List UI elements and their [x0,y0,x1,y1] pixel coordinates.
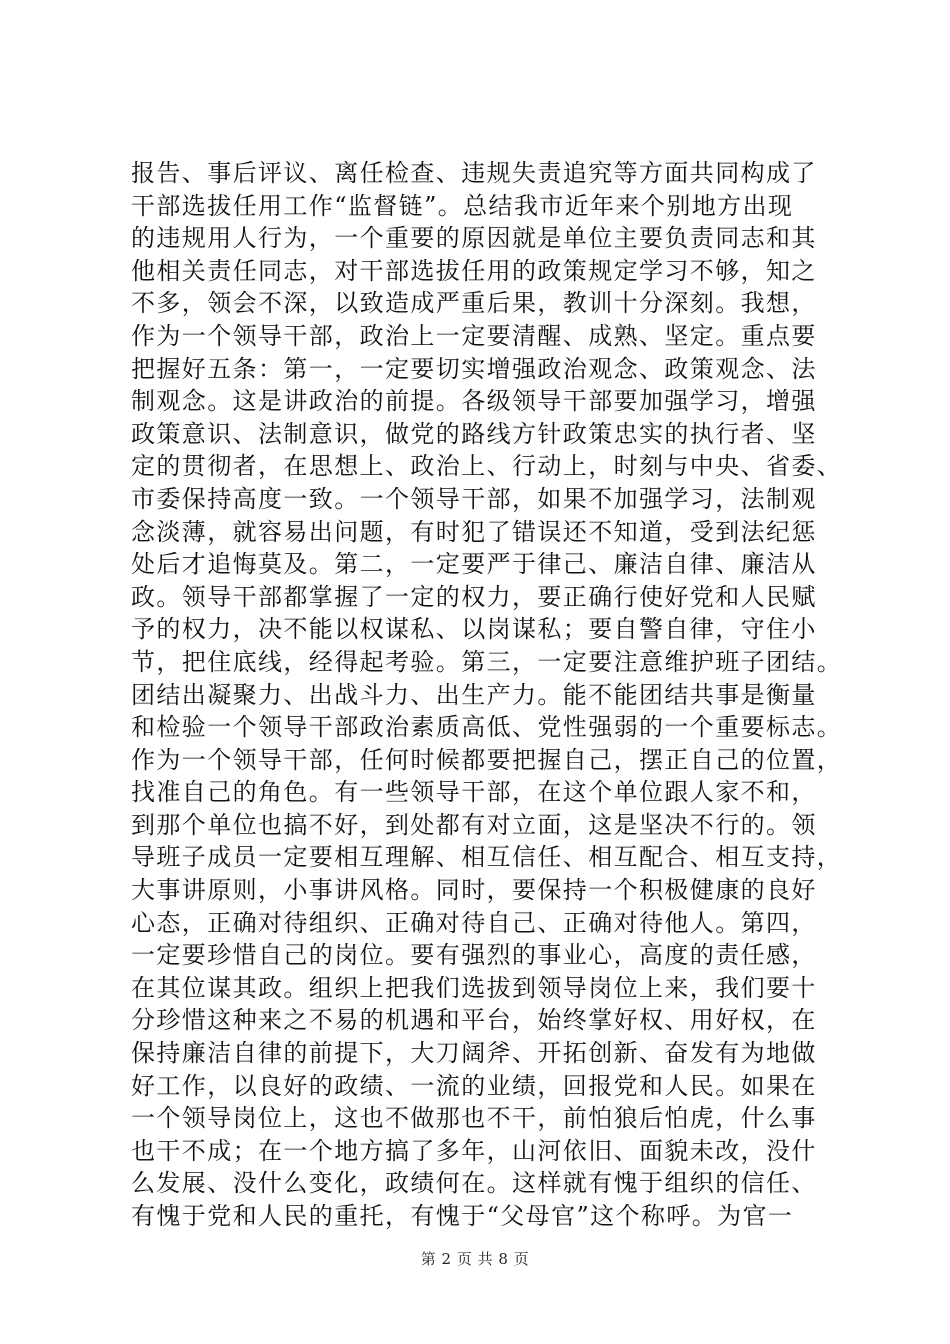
text-line: 分珍惜这种来之不易的机遇和平台，始终掌好权、用好权，在 [131,1006,817,1035]
text-line: 市委保持高度一致。一个领导干部，如果不加强学习，法制观 [131,484,817,513]
text-line: 好工作，以良好的政绩、一流的业绩，回报党和人民。如果在 [131,1071,817,1100]
text-line: 心态，正确对待组织、正确对待自己、正确对待他人。第四， [131,908,817,937]
text-line: 么发展、没什么变化，政绩何在。这样就有愧于组织的信任、 [131,1169,817,1198]
text-line: 有愧于党和人民的重托，有愧于“父母官”这个称呼。为官一 [131,1202,794,1230]
text-line: 导班子成员一定要相互理解、相互信任、相互配合、相互支持， [131,843,843,872]
text-line: 予的权力，决不能以权谋私、以岗谋私；要自警自律，守住小 [131,615,817,644]
text-line: 不多，领会不深，以致造成严重后果，教训十分深刻。我想， [131,289,817,318]
text-line: 报告、事后评议、离任检查、违规失责追究等方面共同构成了 [131,159,817,187]
text-line: 处后才追悔莫及。第二，一定要严于律己、廉洁自律、廉洁从 [131,550,817,579]
text-line: 政。领导干部都掌握了一定的权力，要正确行使好党和人民赋 [131,582,817,611]
text-line: 念淡薄，就容易出问题，有时犯了错误还不知道，受到法纪惩 [131,517,817,546]
body-text [131,157,843,1233]
text-line: 他相关责任同志，对干部选拔任用的政策规定学习不够，知之 [131,256,817,285]
text-line: 到那个单位也搞不好，到处都有对立面，这是坚决不行的。领 [131,810,817,839]
text-line: 政策意识、法制意识，做党的路线方针政策忠实的执行者、坚 [131,419,817,448]
text-line: 团结出凝聚力、出战斗力、出生产力。能不能团结共事是衡量 [131,680,817,709]
text-line: 在其位谋其政。组织上把我们选拔到领导岗位上来，我们要十 [131,973,817,1002]
text-line: 保持廉洁自律的前提下，大刀阔斧、开拓创新、奋发有为地做 [131,1039,817,1068]
text-line: 作为一个领导干部，政治上一定要清醒、成熟、坚定。重点要 [131,321,817,350]
text-line: 作为一个领导干部，任何时候都要把握自己，摆正自己的位置， [131,745,843,774]
text-line: 也干不成；在一个地方搞了多年，山河依旧、面貌未改，没什 [131,1136,817,1165]
text-line: 一个领导岗位上，这也不做那也不干，前怕狼后怕虎，什么事 [131,1104,817,1133]
text-line: 定的贯彻者，在思想上、政治上、行动上，时刻与中央、省委、 [131,452,843,481]
text-line: 和检验一个领导干部政治素质高低、党性强弱的一个重要标志。 [131,713,843,742]
text-line: 一定要珍惜自己的岗位。要有强烈的事业心，高度的责任感， [131,941,817,970]
text-line: 把握好五条：第一，一定要切实增强政治观念、政策观念、法 [131,354,817,383]
text-line: 找准自己的角色。有一些领导干部，在这个单位跟人家不和， [131,778,817,807]
page-footer [0,1248,950,1269]
text-line: 大事讲原则，小事讲风格。同时，要保持一个积极健康的良好 [131,876,817,905]
text-line: 节，把住底线，经得起考验。第三，一定要注意维护班子团结。 [131,647,843,676]
text-line: 干部选拔任用工作“监督链”。总结我市近年来个别地方出现 [131,191,794,220]
text-line: 制观念。这是讲政治的前提。各级领导干部要加强学习，增强 [131,387,817,416]
text-line: 的违规用人行为，一个重要的原因就是单位主要负责同志和其 [131,224,817,253]
page-number-label: 第 2 页 共 8 页 [420,1250,530,1268]
